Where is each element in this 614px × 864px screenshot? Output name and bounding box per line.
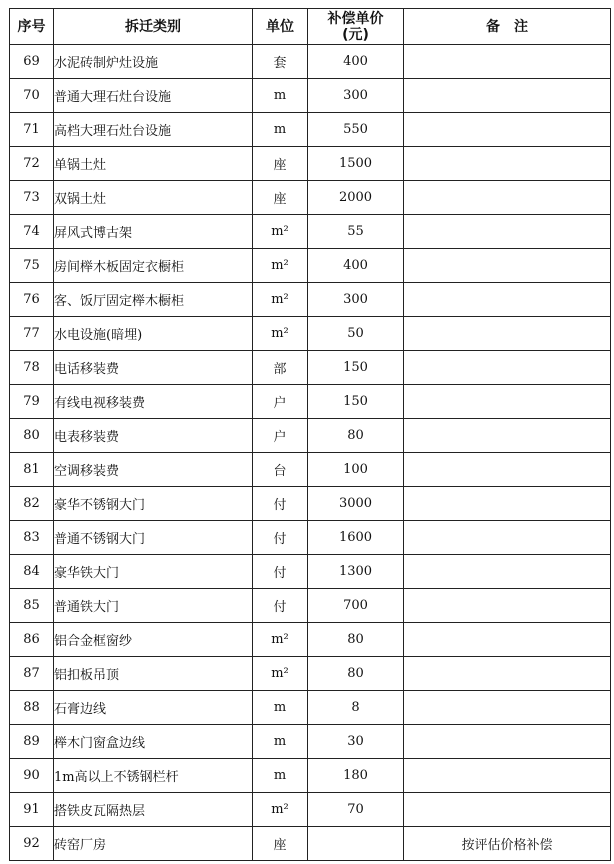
unit-cell: 部 bbox=[253, 351, 308, 385]
item-name: 搭铁皮瓦隔热层 bbox=[54, 793, 253, 827]
remark-cell bbox=[404, 147, 611, 181]
row-number: 75 bbox=[10, 249, 54, 283]
row-number: 71 bbox=[10, 113, 54, 147]
unit-price: 180 bbox=[308, 759, 404, 793]
unit-cell: 户 bbox=[253, 419, 308, 453]
table-row bbox=[10, 521, 611, 555]
unit-price: 70 bbox=[308, 793, 404, 827]
unit-cell: 付 bbox=[253, 521, 308, 555]
unit-cell: m bbox=[253, 759, 308, 793]
item-name: 房间榉木板固定衣橱柜 bbox=[54, 249, 253, 283]
unit-price: 1300 bbox=[308, 555, 404, 589]
row-number: 82 bbox=[10, 487, 54, 521]
item-name: 1m高以上不锈钢栏杆 bbox=[54, 759, 253, 793]
item-name: 电表移装费 bbox=[54, 419, 253, 453]
item-name: 普通大理石灶台设施 bbox=[54, 79, 253, 113]
header-row bbox=[10, 9, 611, 45]
unit-cell: 座 bbox=[253, 147, 308, 181]
unit-cell: 套 bbox=[253, 45, 308, 79]
table-row bbox=[10, 283, 611, 317]
table-row bbox=[10, 725, 611, 759]
unit-price bbox=[308, 827, 404, 861]
row-number: 79 bbox=[10, 385, 54, 419]
remark-cell bbox=[404, 181, 611, 215]
row-number: 86 bbox=[10, 623, 54, 657]
item-name: 空调移装费 bbox=[54, 453, 253, 487]
row-number: 88 bbox=[10, 691, 54, 725]
remark-cell bbox=[404, 419, 611, 453]
unit-cell: m² bbox=[253, 657, 308, 691]
unit-price: 50 bbox=[308, 317, 404, 351]
unit-price: 3000 bbox=[308, 487, 404, 521]
row-number: 72 bbox=[10, 147, 54, 181]
item-name: 铝扣板吊顶 bbox=[54, 657, 253, 691]
unit-cell: m bbox=[253, 725, 308, 759]
table-row bbox=[10, 249, 611, 283]
row-number: 91 bbox=[10, 793, 54, 827]
header-num: 序号 bbox=[10, 9, 54, 45]
unit-cell: m² bbox=[253, 623, 308, 657]
unit-cell: m² bbox=[253, 317, 308, 351]
remark-cell bbox=[404, 283, 611, 317]
table-row bbox=[10, 589, 611, 623]
item-name: 水泥砖制炉灶设施 bbox=[54, 45, 253, 79]
table-row bbox=[10, 555, 611, 589]
item-name: 屏风式博古架 bbox=[54, 215, 253, 249]
unit-price: 80 bbox=[308, 623, 404, 657]
remark-cell bbox=[404, 793, 611, 827]
item-name: 榉木门窗盒边线 bbox=[54, 725, 253, 759]
unit-price: 400 bbox=[308, 249, 404, 283]
remark-cell bbox=[404, 759, 611, 793]
row-number: 76 bbox=[10, 283, 54, 317]
row-number: 84 bbox=[10, 555, 54, 589]
table-row bbox=[10, 79, 611, 113]
table-row bbox=[10, 419, 611, 453]
row-number: 69 bbox=[10, 45, 54, 79]
header-unit: 单位 bbox=[253, 9, 308, 45]
item-name: 有线电视移装费 bbox=[54, 385, 253, 419]
header-price-line2: (元) bbox=[342, 26, 369, 43]
row-number: 77 bbox=[10, 317, 54, 351]
unit-cell: m bbox=[253, 113, 308, 147]
unit-price: 55 bbox=[308, 215, 404, 249]
row-number: 73 bbox=[10, 181, 54, 215]
table-row bbox=[10, 691, 611, 725]
remark-cell bbox=[404, 317, 611, 351]
row-number: 85 bbox=[10, 589, 54, 623]
table-row bbox=[10, 45, 611, 79]
item-name: 普通不锈钢大门 bbox=[54, 521, 253, 555]
remark-cell bbox=[404, 623, 611, 657]
row-number: 90 bbox=[10, 759, 54, 793]
unit-price: 1600 bbox=[308, 521, 404, 555]
unit-price: 1500 bbox=[308, 147, 404, 181]
unit-price: 550 bbox=[308, 113, 404, 147]
remark-cell bbox=[404, 249, 611, 283]
item-name: 石膏边线 bbox=[54, 691, 253, 725]
unit-cell: m² bbox=[253, 793, 308, 827]
item-name: 砖窑厂房 bbox=[54, 827, 253, 861]
remark-cell bbox=[404, 453, 611, 487]
unit-cell: 付 bbox=[253, 555, 308, 589]
unit-price: 100 bbox=[308, 453, 404, 487]
row-number: 87 bbox=[10, 657, 54, 691]
unit-cell: 户 bbox=[253, 385, 308, 419]
unit-cell: 付 bbox=[253, 589, 308, 623]
row-number: 92 bbox=[10, 827, 54, 861]
remark-cell bbox=[404, 385, 611, 419]
compensation-table bbox=[9, 8, 611, 861]
item-name: 客、饭厅固定榉木橱柜 bbox=[54, 283, 253, 317]
table-row bbox=[10, 385, 611, 419]
item-name: 双锅土灶 bbox=[54, 181, 253, 215]
table-row bbox=[10, 351, 611, 385]
table-row bbox=[10, 487, 611, 521]
unit-cell: 座 bbox=[253, 181, 308, 215]
table-row bbox=[10, 113, 611, 147]
table-row bbox=[10, 317, 611, 351]
item-name: 豪华铁大门 bbox=[54, 555, 253, 589]
remark-cell bbox=[404, 79, 611, 113]
table-row bbox=[10, 759, 611, 793]
row-number: 80 bbox=[10, 419, 54, 453]
unit-price: 80 bbox=[308, 419, 404, 453]
remark-cell bbox=[404, 521, 611, 555]
remark-cell bbox=[404, 215, 611, 249]
unit-price: 30 bbox=[308, 725, 404, 759]
unit-cell: 座 bbox=[253, 827, 308, 861]
remark-cell: 按评估价格补偿 bbox=[404, 827, 611, 861]
header-price bbox=[308, 9, 404, 45]
unit-price: 700 bbox=[308, 589, 404, 623]
unit-price: 150 bbox=[308, 385, 404, 419]
unit-cell: m² bbox=[253, 249, 308, 283]
unit-cell: m² bbox=[253, 215, 308, 249]
remark-cell bbox=[404, 589, 611, 623]
unit-price: 8 bbox=[308, 691, 404, 725]
table-row bbox=[10, 623, 611, 657]
remark-cell bbox=[404, 113, 611, 147]
item-name: 高档大理石灶台设施 bbox=[54, 113, 253, 147]
table-row bbox=[10, 827, 611, 861]
row-number: 89 bbox=[10, 725, 54, 759]
row-number: 83 bbox=[10, 521, 54, 555]
remark-cell bbox=[404, 691, 611, 725]
header-note: 备 注 bbox=[404, 9, 611, 45]
remark-cell bbox=[404, 487, 611, 521]
item-name: 水电设施(暗埋) bbox=[54, 317, 253, 351]
unit-cell: m bbox=[253, 79, 308, 113]
unit-price: 2000 bbox=[308, 181, 404, 215]
table-row bbox=[10, 215, 611, 249]
remark-cell bbox=[404, 657, 611, 691]
unit-cell: m² bbox=[253, 283, 308, 317]
row-number: 74 bbox=[10, 215, 54, 249]
item-name: 豪华不锈钢大门 bbox=[54, 487, 253, 521]
unit-cell: m bbox=[253, 691, 308, 725]
unit-price: 80 bbox=[308, 657, 404, 691]
unit-price: 300 bbox=[308, 79, 404, 113]
table-row bbox=[10, 147, 611, 181]
unit-cell: 付 bbox=[253, 487, 308, 521]
table-row bbox=[10, 181, 611, 215]
table-row bbox=[10, 657, 611, 691]
row-number: 81 bbox=[10, 453, 54, 487]
table-row bbox=[10, 453, 611, 487]
row-number: 70 bbox=[10, 79, 54, 113]
unit-price: 150 bbox=[308, 351, 404, 385]
header-price-line1: 补偿单价 bbox=[327, 10, 384, 27]
item-name: 单锅土灶 bbox=[54, 147, 253, 181]
item-name: 电话移装费 bbox=[54, 351, 253, 385]
remark-cell bbox=[404, 45, 611, 79]
unit-price: 400 bbox=[308, 45, 404, 79]
table-row bbox=[10, 793, 611, 827]
item-name: 铝合金框窗纱 bbox=[54, 623, 253, 657]
unit-price: 300 bbox=[308, 283, 404, 317]
remark-cell bbox=[404, 351, 611, 385]
item-name: 普通铁大门 bbox=[54, 589, 253, 623]
unit-cell: 台 bbox=[253, 453, 308, 487]
header-name: 拆迁类别 bbox=[54, 9, 253, 45]
remark-cell bbox=[404, 725, 611, 759]
row-number: 78 bbox=[10, 351, 54, 385]
remark-cell bbox=[404, 555, 611, 589]
